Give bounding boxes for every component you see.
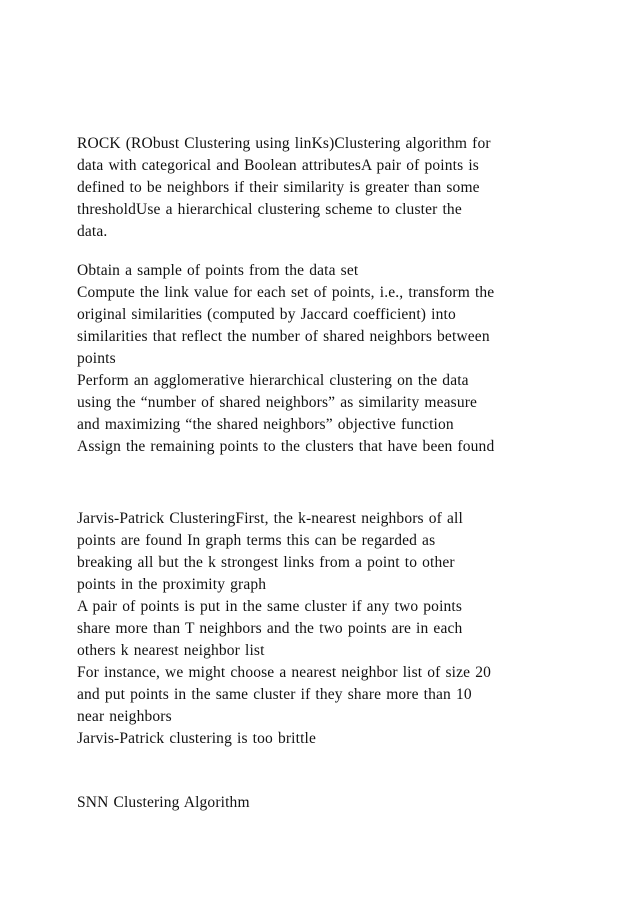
text-line: and put points in the same cluster if they share more than 10 — [77, 686, 472, 703]
text-line: similarities that reflect the number of shared neighbors between — [77, 328, 490, 345]
text-line: A pair of points is put in the same cluster if any two points — [77, 598, 463, 615]
text-line: data. — [77, 223, 108, 240]
text-line: Jarvis-Patrick ClusteringFirst, the k-nearest neighbors of all — [77, 510, 463, 527]
text-line: breaking all but the k strongest links from a point to other — [77, 554, 455, 571]
text-line: points in the proximity graph — [77, 576, 267, 593]
text-line: near neighbors — [77, 708, 172, 725]
text-line: Assign the remaining points to the clusters that have been found — [77, 438, 495, 455]
text-line: others k nearest neighbor list — [77, 642, 265, 659]
text-line: ROCK (RObust Clustering using linKs)Clustering algorithm for — [77, 135, 491, 152]
text-line: thresholdUse a hierarchical clustering scheme to cluster the — [77, 201, 462, 218]
text-line: and maximizing “the shared neighbors” objective function — [77, 416, 454, 433]
text-line: points — [77, 350, 116, 367]
text-line: Perform an agglomerative hierarchical clustering on the data — [77, 372, 469, 389]
text-line: share more than T neighbors and the two points are in each — [77, 620, 463, 637]
text-line: data with categorical and Boolean attributesA pair of points is — [77, 157, 479, 174]
text-line: For instance, we might choose a nearest neighbor list of size 20 — [77, 664, 492, 681]
text-line: points are found In graph terms this can be regarded as — [77, 532, 436, 549]
text-line: Jarvis-Patrick clustering is too brittle — [77, 730, 317, 747]
text-line: Obtain a sample of points from the data set — [77, 262, 359, 279]
section-heading: SNN Clustering Algorithm — [77, 794, 250, 811]
text-line: Compute the link value for each set of points, i.e., transform the — [77, 284, 495, 301]
text-line: using the “number of shared neighbors” as similarity measure — [77, 394, 478, 411]
text-line: defined to be neighbors if their similarity is greater than some — [77, 179, 480, 196]
text-line: original similarities (computed by Jaccard coefficient) into — [77, 306, 456, 323]
